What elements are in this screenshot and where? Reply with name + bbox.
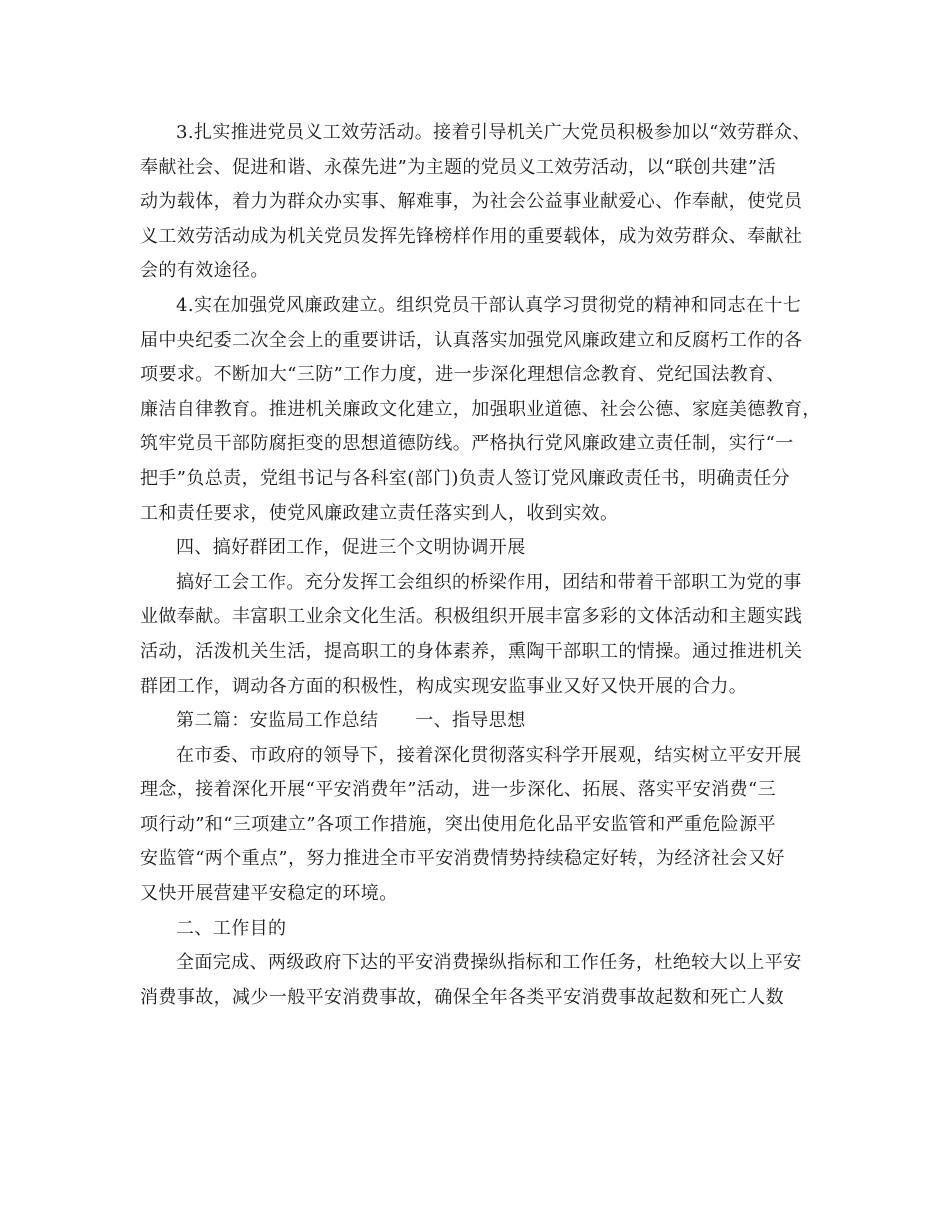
- text-line: 在市委、市政府的领导下，接着深化贯彻落实科学开展观，结实树立平安开展: [176, 744, 802, 766]
- text-line: 四、搞好群团工作，促进三个文明协调开展: [176, 537, 526, 559]
- text-line: 理念，接着深化开展“平安消费年”活动，进一步深化、拓展、落实平安消费“三: [140, 779, 777, 801]
- text-line: 搞好工会工作。充分发挥工会组织的桥梁作用，团结和带着干部职工为党的事: [176, 571, 802, 593]
- text-line: 全面完成、两级政府下达的平安消费操纵指标和工作任务，杜绝较大以上平安: [176, 952, 802, 974]
- text-line: 活动，活泼机关生活，提高职工的身体素养，熏陶干部职工的情操。通过推进机关: [140, 640, 803, 662]
- text-line: 3.扎实推进党员义工效劳活动。接着引导机关广大党员积极参加以“效劳群众、: [176, 122, 811, 143]
- text-line: 义工效劳活动成为机关党员发挥先锋榜样作用的重要载体，成为效劳群众、奉献社: [140, 225, 803, 247]
- text-line: 筑牢党员干部防腐拒变的思想道德防线。严格执行党风廉政建立责任制，实行“一: [140, 433, 794, 455]
- document-body: [140, 116, 821, 1015]
- text-line: 把手”负总责，党组书记与各科室(部门)负责人签订党风廉政责任书，明确责任分: [140, 467, 791, 489]
- text-line: 二、工作目的: [176, 917, 287, 939]
- text-line: 奉献社会、促进和谐、永葆先进”为主题的党员义工效劳活动，以“联创共建”活: [140, 156, 777, 178]
- text-line: 第二篇：安监局工作总结 一、指导思想: [176, 710, 526, 732]
- text-line: 群团工作，调动各方面的积极性，构成实现安监事业又好又快开展的合力。: [140, 675, 748, 697]
- text-line: 消费事故，减少一般平安消费事故，确保全年各类平安消费事故起数和死亡人数: [140, 986, 784, 1008]
- text-line: 安监管“两个重点”，努力推进全市平安消费情势持续稳定好转，为经济社会又好: [140, 848, 785, 870]
- text-line: 动为载体，着力为群众办实事、解难事，为社会公益事业献爱心、作奉献，使党员: [140, 191, 803, 213]
- text-line: 4.实在加强党风廉政建立。组织党员干部认真学习贯彻党的精神和同志在十七: [176, 294, 802, 316]
- text-line: 业做奉献。丰富职工业余文化生活。积极组织开展丰富多彩的文体活动和主题实践: [140, 606, 803, 628]
- text-line: 项要求。不断加大“三防”工作力度，进一步深化理想信念教育、党纪国法教育、: [140, 364, 785, 386]
- text-line: 工和责任要求，使党风廉政建立责任落实到人，收到实效。: [140, 502, 619, 524]
- text-line: 又快开展营建平安稳定的环境。: [140, 883, 398, 905]
- text-line: 会的有效途径。: [140, 260, 269, 282]
- text-line: 项行动”和“三项建立”各项工作措施，突出使用危化品平安监管和严重危险源平: [140, 813, 777, 835]
- text-line: 届中央纪委二次全会上的重要讲话，认真落实加强党风廉政建立和反腐朽工作的各: [140, 329, 803, 351]
- text-line: 廉洁自律教育。推进机关廉政文化建立，加强职业道德、社会公德、家庭美德教育，: [140, 398, 821, 420]
